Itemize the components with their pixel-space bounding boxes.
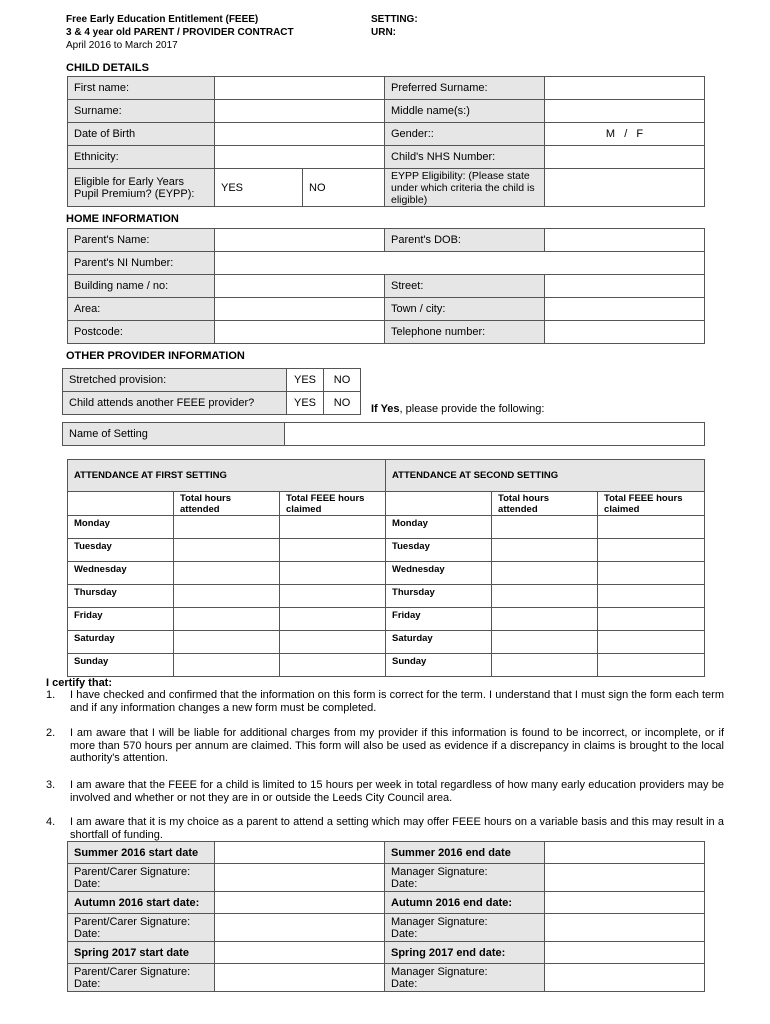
certify-item-number: 4.	[46, 816, 56, 828]
attendance-row	[68, 516, 705, 539]
first-hours-claimed-cell[interactable]	[280, 562, 386, 585]
spring-end-field[interactable]	[545, 942, 705, 964]
first-setting-day-label: Monday	[68, 516, 174, 539]
first-hours-claimed-cell[interactable]	[280, 608, 386, 631]
eypp-label: Eligible for Early Years Pupil Premium? (EYPP):	[68, 169, 215, 207]
preferred-surname-field[interactable]	[545, 77, 705, 100]
second-day-header	[386, 492, 492, 516]
first-name-label: First name:	[68, 77, 215, 100]
spring-start-field[interactable]	[215, 942, 385, 964]
gender-label: Gender::	[385, 123, 545, 146]
second-hours-attended-cell[interactable]	[492, 585, 598, 608]
other-provider-heading: OTHER PROVIDER INFORMATION	[66, 350, 245, 362]
document-title: Free Early Education Entitlement (FEEE)	[66, 14, 259, 25]
first-day-header	[68, 492, 174, 516]
autumn-manager-signature-field[interactable]	[545, 914, 705, 942]
parent-signature-label	[68, 964, 215, 992]
child-details-table	[67, 76, 705, 207]
summer-end-label: Summer 2016 end date	[385, 842, 545, 864]
certify-item-number: 2.	[46, 727, 56, 739]
child-details-heading: CHILD DETAILS	[66, 62, 149, 74]
second-hours-claimed-cell[interactable]	[598, 631, 705, 654]
summer-start-field[interactable]	[215, 842, 385, 864]
autumn-end-field[interactable]	[545, 892, 705, 914]
parent-dob-field[interactable]	[545, 229, 705, 252]
first-hours-attended-cell[interactable]	[174, 608, 280, 631]
first-setting-day-label: Thursday	[68, 585, 174, 608]
first-hours-attended-header: Total hours attended	[174, 492, 280, 516]
second-hours-attended-header: Total hours attended	[492, 492, 598, 516]
certify-heading: I certify that:	[46, 677, 113, 689]
attendance-row	[68, 608, 705, 631]
eypp-criteria-field[interactable]	[545, 169, 705, 207]
stretched-provision-table	[62, 368, 361, 415]
attendance-row	[68, 585, 705, 608]
preferred-surname-label: Preferred Surname:	[385, 77, 545, 100]
middle-names-label: Middle name(s:)	[385, 100, 545, 123]
area-label: Area:	[68, 298, 215, 321]
eypp-no-option[interactable]: NO	[303, 169, 385, 207]
postcode-field[interactable]	[215, 321, 385, 344]
first-hours-claimed-cell[interactable]	[280, 585, 386, 608]
second-setting-day-label: Thursday	[386, 585, 492, 608]
ethnicity-field[interactable]	[215, 146, 385, 169]
first-hours-claimed-cell[interactable]	[280, 654, 386, 677]
spring-parent-signature-field[interactable]	[215, 964, 385, 992]
area-field[interactable]	[215, 298, 385, 321]
manager-signature-text: Manager Signature:	[391, 915, 488, 928]
home-information-table	[67, 228, 705, 344]
first-name-field[interactable]	[215, 77, 385, 100]
spring-end-label: Spring 2017 end date:	[385, 942, 545, 964]
stretched-provision-label: Stretched provision:	[63, 369, 287, 392]
second-hours-claimed-cell[interactable]	[598, 654, 705, 677]
certify-item-1: I have checked and confirmed that the information on this form is correct for the term. I understand that I must sign the form each term and if any information changes a new form must be completed.	[70, 689, 724, 714]
manager-signature-label	[385, 964, 545, 992]
first-hours-attended-cell[interactable]	[174, 585, 280, 608]
manager-signature-label	[385, 914, 545, 942]
document-period: April 2016 to March 2017	[66, 40, 178, 51]
date-text: Date:	[74, 977, 101, 990]
attendance-row	[68, 562, 705, 585]
attendance-row	[68, 631, 705, 654]
town-field[interactable]	[545, 298, 705, 321]
second-hours-claimed-cell[interactable]	[598, 539, 705, 562]
signature-table	[67, 841, 705, 992]
stretched-no-option[interactable]: NO	[324, 369, 361, 392]
certify-item-number: 1.	[46, 689, 56, 701]
autumn-parent-signature-field[interactable]	[215, 914, 385, 942]
first-setting-day-label: Friday	[68, 608, 174, 631]
second-setting-header: ATTENDANCE AT SECOND SETTING	[386, 460, 705, 492]
building-field[interactable]	[215, 275, 385, 298]
telephone-field[interactable]	[545, 321, 705, 344]
autumn-end-label: Autumn 2016 end date:	[385, 892, 545, 914]
document-subtitle: 3 & 4 year old PARENT / PROVIDER CONTRACT	[66, 27, 294, 38]
if-yes-rest: , please provide the following:	[399, 403, 545, 415]
name-of-setting-table	[62, 422, 705, 446]
another-provider-yes-option[interactable]: YES	[287, 392, 324, 415]
postcode-label: Postcode:	[68, 321, 215, 344]
first-hours-claimed-cell[interactable]	[280, 516, 386, 539]
telephone-label: Telephone number:	[385, 321, 545, 344]
second-hours-claimed-cell[interactable]	[598, 608, 705, 631]
second-setting-day-label: Saturday	[386, 631, 492, 654]
another-provider-no-option[interactable]: NO	[324, 392, 361, 415]
parent-dob-label: Parent's DOB:	[385, 229, 545, 252]
dob-field[interactable]	[215, 123, 385, 146]
spring-start-label: Spring 2017 start date	[68, 942, 215, 964]
summer-parent-signature-field[interactable]	[215, 864, 385, 892]
second-hours-attended-cell[interactable]	[492, 516, 598, 539]
parent-name-label: Parent's Name:	[68, 229, 215, 252]
manager-signature-label	[385, 864, 545, 892]
first-hours-attended-cell[interactable]	[174, 654, 280, 677]
surname-label: Surname:	[68, 100, 215, 123]
summer-manager-signature-field[interactable]	[545, 864, 705, 892]
dob-label: Date of Birth	[68, 123, 215, 146]
second-setting-day-label: Tuesday	[386, 539, 492, 562]
first-hours-attended-cell[interactable]	[174, 516, 280, 539]
first-setting-header: ATTENDANCE AT FIRST SETTING	[68, 460, 386, 492]
ni-number-field[interactable]	[215, 252, 705, 275]
date-text: Date:	[74, 877, 101, 890]
first-setting-day-label: Saturday	[68, 631, 174, 654]
first-setting-day-label: Tuesday	[68, 539, 174, 562]
second-setting-day-label: Monday	[386, 516, 492, 539]
name-of-setting-label: Name of Setting	[63, 423, 285, 446]
ni-number-label: Parent's NI Number:	[68, 252, 215, 275]
name-of-setting-field[interactable]	[285, 423, 705, 446]
if-yes-note	[371, 403, 544, 415]
attendance-row	[68, 654, 705, 677]
summer-start-label: Summer 2016 start date	[68, 842, 215, 864]
parent-signature-text: Parent/Carer Signature:	[74, 965, 191, 978]
second-setting-day-label: Friday	[386, 608, 492, 631]
building-label: Building name / no:	[68, 275, 215, 298]
parent-signature-label	[68, 914, 215, 942]
autumn-start-label: Autumn 2016 start date:	[68, 892, 215, 914]
second-hours-attended-cell[interactable]	[492, 539, 598, 562]
gender-field[interactable]: M / F	[545, 123, 705, 146]
second-hours-attended-cell[interactable]	[492, 608, 598, 631]
surname-field[interactable]	[215, 100, 385, 123]
first-hours-attended-cell[interactable]	[174, 631, 280, 654]
first-setting-day-label: Sunday	[68, 654, 174, 677]
street-field[interactable]	[545, 275, 705, 298]
second-setting-day-label: Wednesday	[386, 562, 492, 585]
parent-name-field[interactable]	[215, 229, 385, 252]
attendance-table	[67, 459, 705, 677]
certify-item-number: 3.	[46, 779, 56, 791]
manager-signature-text: Manager Signature:	[391, 965, 488, 978]
middle-names-field[interactable]	[545, 100, 705, 123]
certify-item-2: I am aware that I will be liable for additional charges from my provider if this information is found to be incorrect, or incomplete, or if more than 570 hours per annum are claimed. This form will also be used as evidence if a discrepancy in claims is brought to the local authority's attention.	[70, 727, 724, 764]
setting-label: SETTING:	[371, 14, 418, 25]
attendance-row	[68, 539, 705, 562]
manager-signature-text: Manager Signature:	[391, 865, 488, 878]
nhs-label: Child's NHS Number:	[385, 146, 545, 169]
eypp-yes-option[interactable]: YES	[215, 169, 303, 207]
first-hours-claimed-cell[interactable]	[280, 631, 386, 654]
parent-signature-label	[68, 864, 215, 892]
date-text: Date:	[391, 927, 418, 940]
another-provider-label: Child attends another FEEE provider?	[63, 392, 287, 415]
second-hours-claimed-header: Total FEEE hours claimed	[598, 492, 705, 516]
second-setting-day-label: Sunday	[386, 654, 492, 677]
town-label: Town / city:	[385, 298, 545, 321]
autumn-start-field[interactable]	[215, 892, 385, 914]
first-hours-claimed-header: Total FEEE hours claimed	[280, 492, 386, 516]
first-hours-claimed-cell[interactable]	[280, 539, 386, 562]
second-hours-claimed-cell[interactable]	[598, 585, 705, 608]
certify-item-4: I am aware that it is my choice as a parent to attend a setting which may offer FEEE hours on a variable basis and this may result in a shortfall of funding.	[70, 816, 724, 841]
parent-signature-text: Parent/Carer Signature:	[74, 865, 191, 878]
parent-signature-text: Parent/Carer Signature:	[74, 915, 191, 928]
stretched-yes-option[interactable]: YES	[287, 369, 324, 392]
second-hours-attended-cell[interactable]	[492, 631, 598, 654]
second-hours-claimed-cell[interactable]	[598, 516, 705, 539]
spring-manager-signature-field[interactable]	[545, 964, 705, 992]
certify-item-3: I am aware that the FEEE for a child is limited to 15 hours per week in total regardless of how many early education providers may be involved and whether or not they are in or outside the Leeds City Council area.	[70, 779, 724, 804]
first-hours-attended-cell[interactable]	[174, 562, 280, 585]
second-hours-attended-cell[interactable]	[492, 654, 598, 677]
urn-label: URN:	[371, 27, 396, 38]
first-hours-attended-cell[interactable]	[174, 539, 280, 562]
street-label: Street:	[385, 275, 545, 298]
summer-end-field[interactable]	[545, 842, 705, 864]
eypp-criteria-label: EYPP Eligibility: (Please state under which criteria the child is eligible)	[385, 169, 545, 207]
ethnicity-label: Ethnicity:	[68, 146, 215, 169]
second-hours-claimed-cell[interactable]	[598, 562, 705, 585]
date-text: Date:	[74, 927, 101, 940]
nhs-field[interactable]	[545, 146, 705, 169]
if-yes-bold: If Yes	[371, 403, 400, 415]
home-information-heading: HOME INFORMATION	[66, 213, 179, 225]
first-setting-day-label: Wednesday	[68, 562, 174, 585]
second-hours-attended-cell[interactable]	[492, 562, 598, 585]
date-text: Date:	[391, 977, 418, 990]
date-text: Date:	[391, 877, 418, 890]
